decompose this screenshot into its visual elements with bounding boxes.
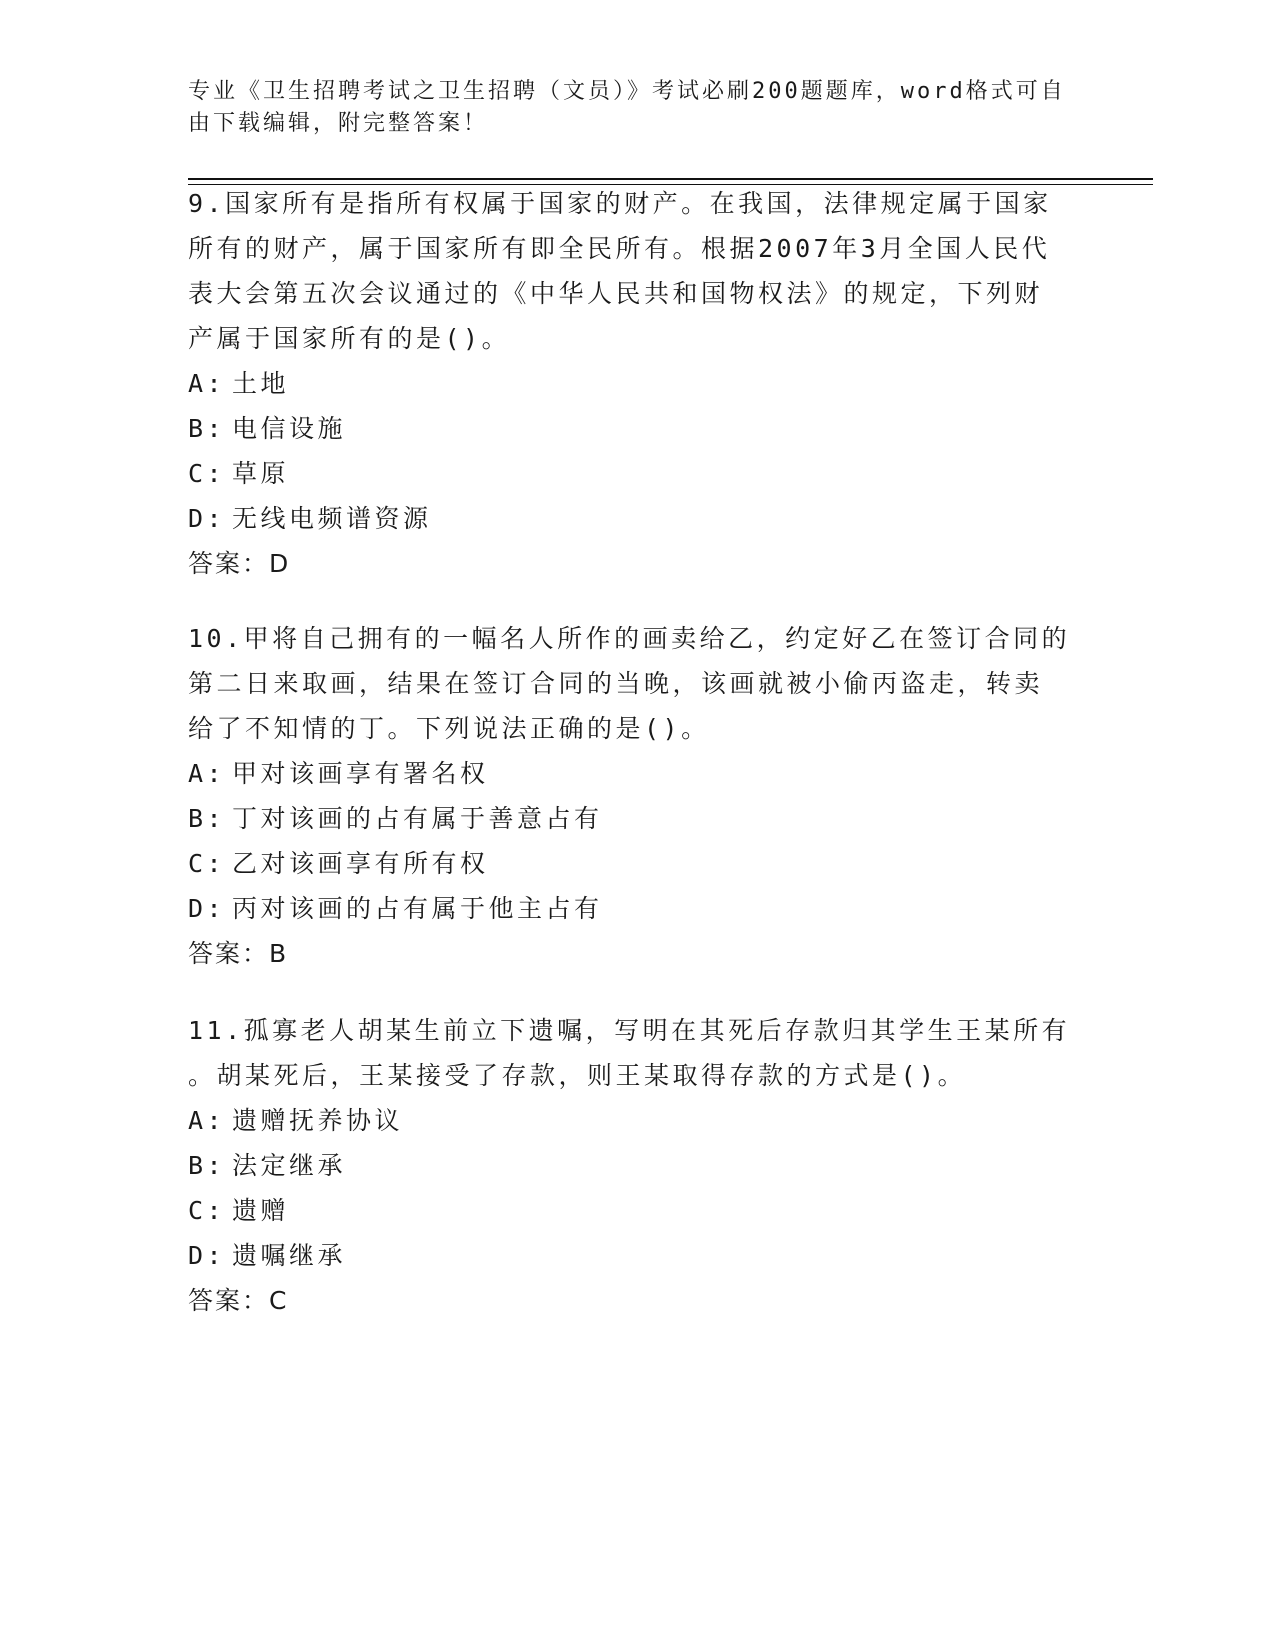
option-key: C: xyxy=(188,1196,226,1225)
question-9-line-2: 所有的财产，属于国家所有即全民所有。根据2007年3月全国人民代 xyxy=(188,234,1051,263)
option-key: B: xyxy=(188,414,226,443)
question-10-line-2: 第二日来取画，结果在签订合同的当晚，该画就被小偷丙盗走，转卖 xyxy=(188,669,1044,698)
question-9-line-3: 表大会第五次会议通过的《中华人民共和国物权法》的规定，下列财 xyxy=(188,279,1044,308)
option-key: B: xyxy=(188,1151,226,1180)
question-11-option-d xyxy=(188,1233,1088,1278)
question-9-option-d xyxy=(188,496,1088,541)
question-11-line-1: 11.孤寡老人胡某生前立下遗嘱，写明在其死后存款归其学生王某所有 xyxy=(188,1016,1071,1045)
option-text: 遗嘱继承 xyxy=(232,1241,347,1270)
question-10-line-1: 10.甲将自己拥有的一幅名人所作的画卖给乙，约定好乙在签订合同的 xyxy=(188,624,1071,653)
question-10-option-b xyxy=(188,796,1088,841)
option-text: 丙对该画的占有属于他主占有 xyxy=(232,894,603,923)
option-key: C: xyxy=(188,849,226,878)
option-key: A: xyxy=(188,369,226,398)
question-11-line-2: 。胡某死后，王某接受了存款，则王某取得存款的方式是()。 xyxy=(188,1061,967,1090)
question-11-option-b xyxy=(188,1143,1088,1188)
question-10 xyxy=(188,616,1088,976)
option-text: 丁对该画的占有属于善意占有 xyxy=(232,804,603,833)
header-line-1: 专业《卫生招聘考试之卫生招聘（文员）》考试必刷200题题库，word格式可自 xyxy=(188,79,1066,104)
option-text: 土地 xyxy=(232,369,290,398)
question-9-answer: 答案：D xyxy=(188,549,291,578)
header-line-2: 由下载编辑，附完整答案！ xyxy=(188,111,489,136)
question-9-option-a xyxy=(188,361,1088,406)
question-9-line-1: 9.国家所有是指所有权属于国家的财产。在我国，法律规定属于国家 xyxy=(188,189,1052,218)
question-10-answer: 答案：B xyxy=(188,939,289,968)
option-text: 遗赠 xyxy=(232,1196,290,1225)
question-9 xyxy=(188,181,1088,586)
question-10-line-3: 给了不知情的丁。下列说法正确的是()。 xyxy=(188,714,710,743)
question-9-option-b xyxy=(188,406,1088,451)
option-text: 甲对该画享有署名权 xyxy=(232,759,489,788)
option-key: B: xyxy=(188,804,226,833)
option-key: A: xyxy=(188,759,226,788)
option-key: A: xyxy=(188,1106,226,1135)
option-text: 电信设施 xyxy=(232,414,347,443)
option-text: 遗赠抚养协议 xyxy=(232,1106,404,1135)
question-11 xyxy=(188,1008,1088,1323)
question-9-line-4: 产属于国家所有的是()。 xyxy=(188,324,511,353)
option-key: D: xyxy=(188,1241,226,1270)
question-10-option-a xyxy=(188,751,1088,796)
option-text: 草原 xyxy=(232,459,290,488)
question-11-option-a xyxy=(188,1098,1088,1143)
question-10-option-c xyxy=(188,841,1088,886)
header-divider-thick xyxy=(188,178,1153,180)
document-header xyxy=(188,76,1068,140)
question-11-answer: 答案：C xyxy=(188,1286,289,1315)
question-10-option-d xyxy=(188,886,1088,931)
option-text: 无线电频谱资源 xyxy=(232,504,432,533)
question-11-option-c xyxy=(188,1188,1088,1233)
option-key: D: xyxy=(188,504,226,533)
option-text: 法定继承 xyxy=(232,1151,347,1180)
option-key: D: xyxy=(188,894,226,923)
option-text: 乙对该画享有所有权 xyxy=(232,849,489,878)
option-key: C: xyxy=(188,459,226,488)
question-9-option-c xyxy=(188,451,1088,496)
